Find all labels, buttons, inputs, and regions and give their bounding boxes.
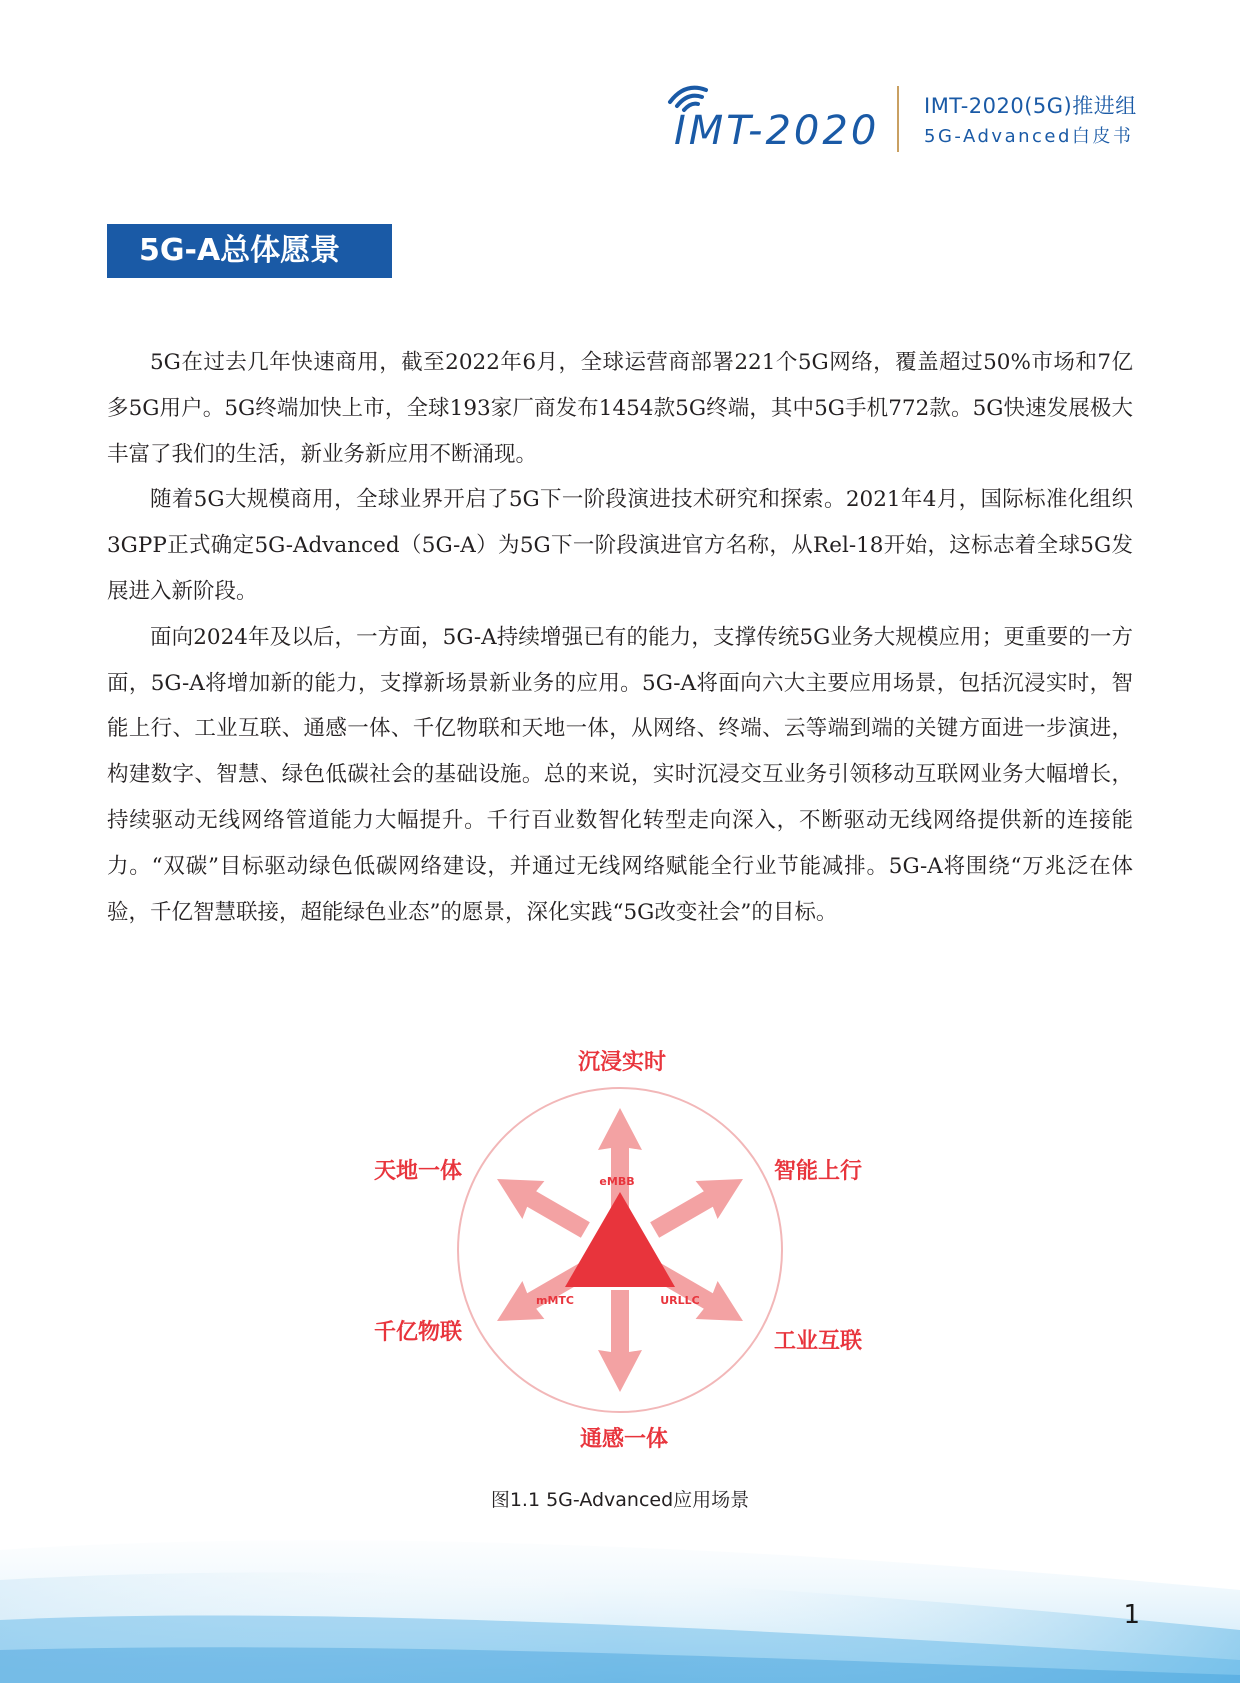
scenario-label-uplink: 智能上行 [773, 1159, 863, 1184]
arrow-down [598, 1290, 642, 1392]
vertex-label-embb: eMBB [599, 1175, 635, 1188]
header-divider [897, 86, 899, 152]
core-triangle [565, 1192, 675, 1287]
imt2020-logo [660, 80, 890, 160]
scenario-label-immersive: 沉浸实时 [577, 1050, 667, 1075]
vertex-label-urllc: URLLC [660, 1294, 700, 1307]
arrow-up-left [486, 1160, 596, 1249]
page-header [660, 80, 1140, 160]
paragraph: 面向2024年及以后，一方面，5G-A持续增强已有的能力，支撑传统5G业务大规模应用；更重要的一方面，5G-A将增加新的能力，支撑新场景新业务的应用。5G-A将面向六大主要应用场景，包括沉浸实时，智能上行、工业互联、通感一体、千亿物联和天地一体，从网络、终端、云等端到端的关键方面进一步演进，构建数字、智慧、绿色低碳社会的基础设施。总的来说，实时沉浸交互业务引领移动互联网业务大幅增长，持续驱动无线网络管道能力大幅提升。千行百业数智化转型走向深入，不断驱动无线网络提供新的连接能力。“双碳”目标驱动绿色低碳网络建设，并通过无线网络赋能全行业节能减排。5G-A将围绕“万兆泛在体验，千亿智慧联接，超能绿色业态”的愿景，深化实践“5G改变社会”的目标。 [107, 624, 1133, 925]
arrow-up-right [644, 1160, 754, 1249]
header-org: IMT-2020(5G)推进组 [924, 94, 1137, 118]
logo-text: IMT-2020 [674, 108, 880, 154]
scenario-label-industrial: 工业互联 [773, 1329, 863, 1354]
vertex-label-mmtc: mMTC [536, 1294, 574, 1307]
figure-caption: 图1.1 5G-Advanced应用场景 [490, 1489, 750, 1511]
footer-wave-decoration [0, 1510, 1240, 1683]
page-number: 1 [1123, 1600, 1140, 1630]
scenario-label-sensing: 通感一体 [579, 1427, 669, 1452]
paragraph: 5G在过去几年快速商用，截至2022年6月，全球运营商部署221个5G网络，覆盖超过50%市场和7亿多5G用户。5G终端加快上市，全球193家厂商发布1454款5G终端，其中5G手机772款。5G快速发展极大丰富了我们的生活，新业务新应用不断涌现。 [107, 350, 1133, 467]
scenario-label-iot: 千亿物联 [373, 1320, 463, 1345]
section-title: 5G-A总体愿景 [107, 224, 392, 278]
header-doc-title: 5G-Advanced白皮书 [924, 126, 1134, 147]
application-scenarios-diagram [340, 1040, 900, 1460]
paragraph: 随着5G大规模商用，全球业界开启了5G下一阶段演进技术研究和探索。2021年4月，国际标准化组织3GPP正式确定5G-Advanced（5G-A）为5G下一阶段演进官方名称，从Rel-18开始，这标志着全球5G发展进入新阶段。 [107, 487, 1133, 604]
body-text [107, 340, 1133, 935]
scenario-label-space-ground: 天地一体 [373, 1159, 463, 1184]
